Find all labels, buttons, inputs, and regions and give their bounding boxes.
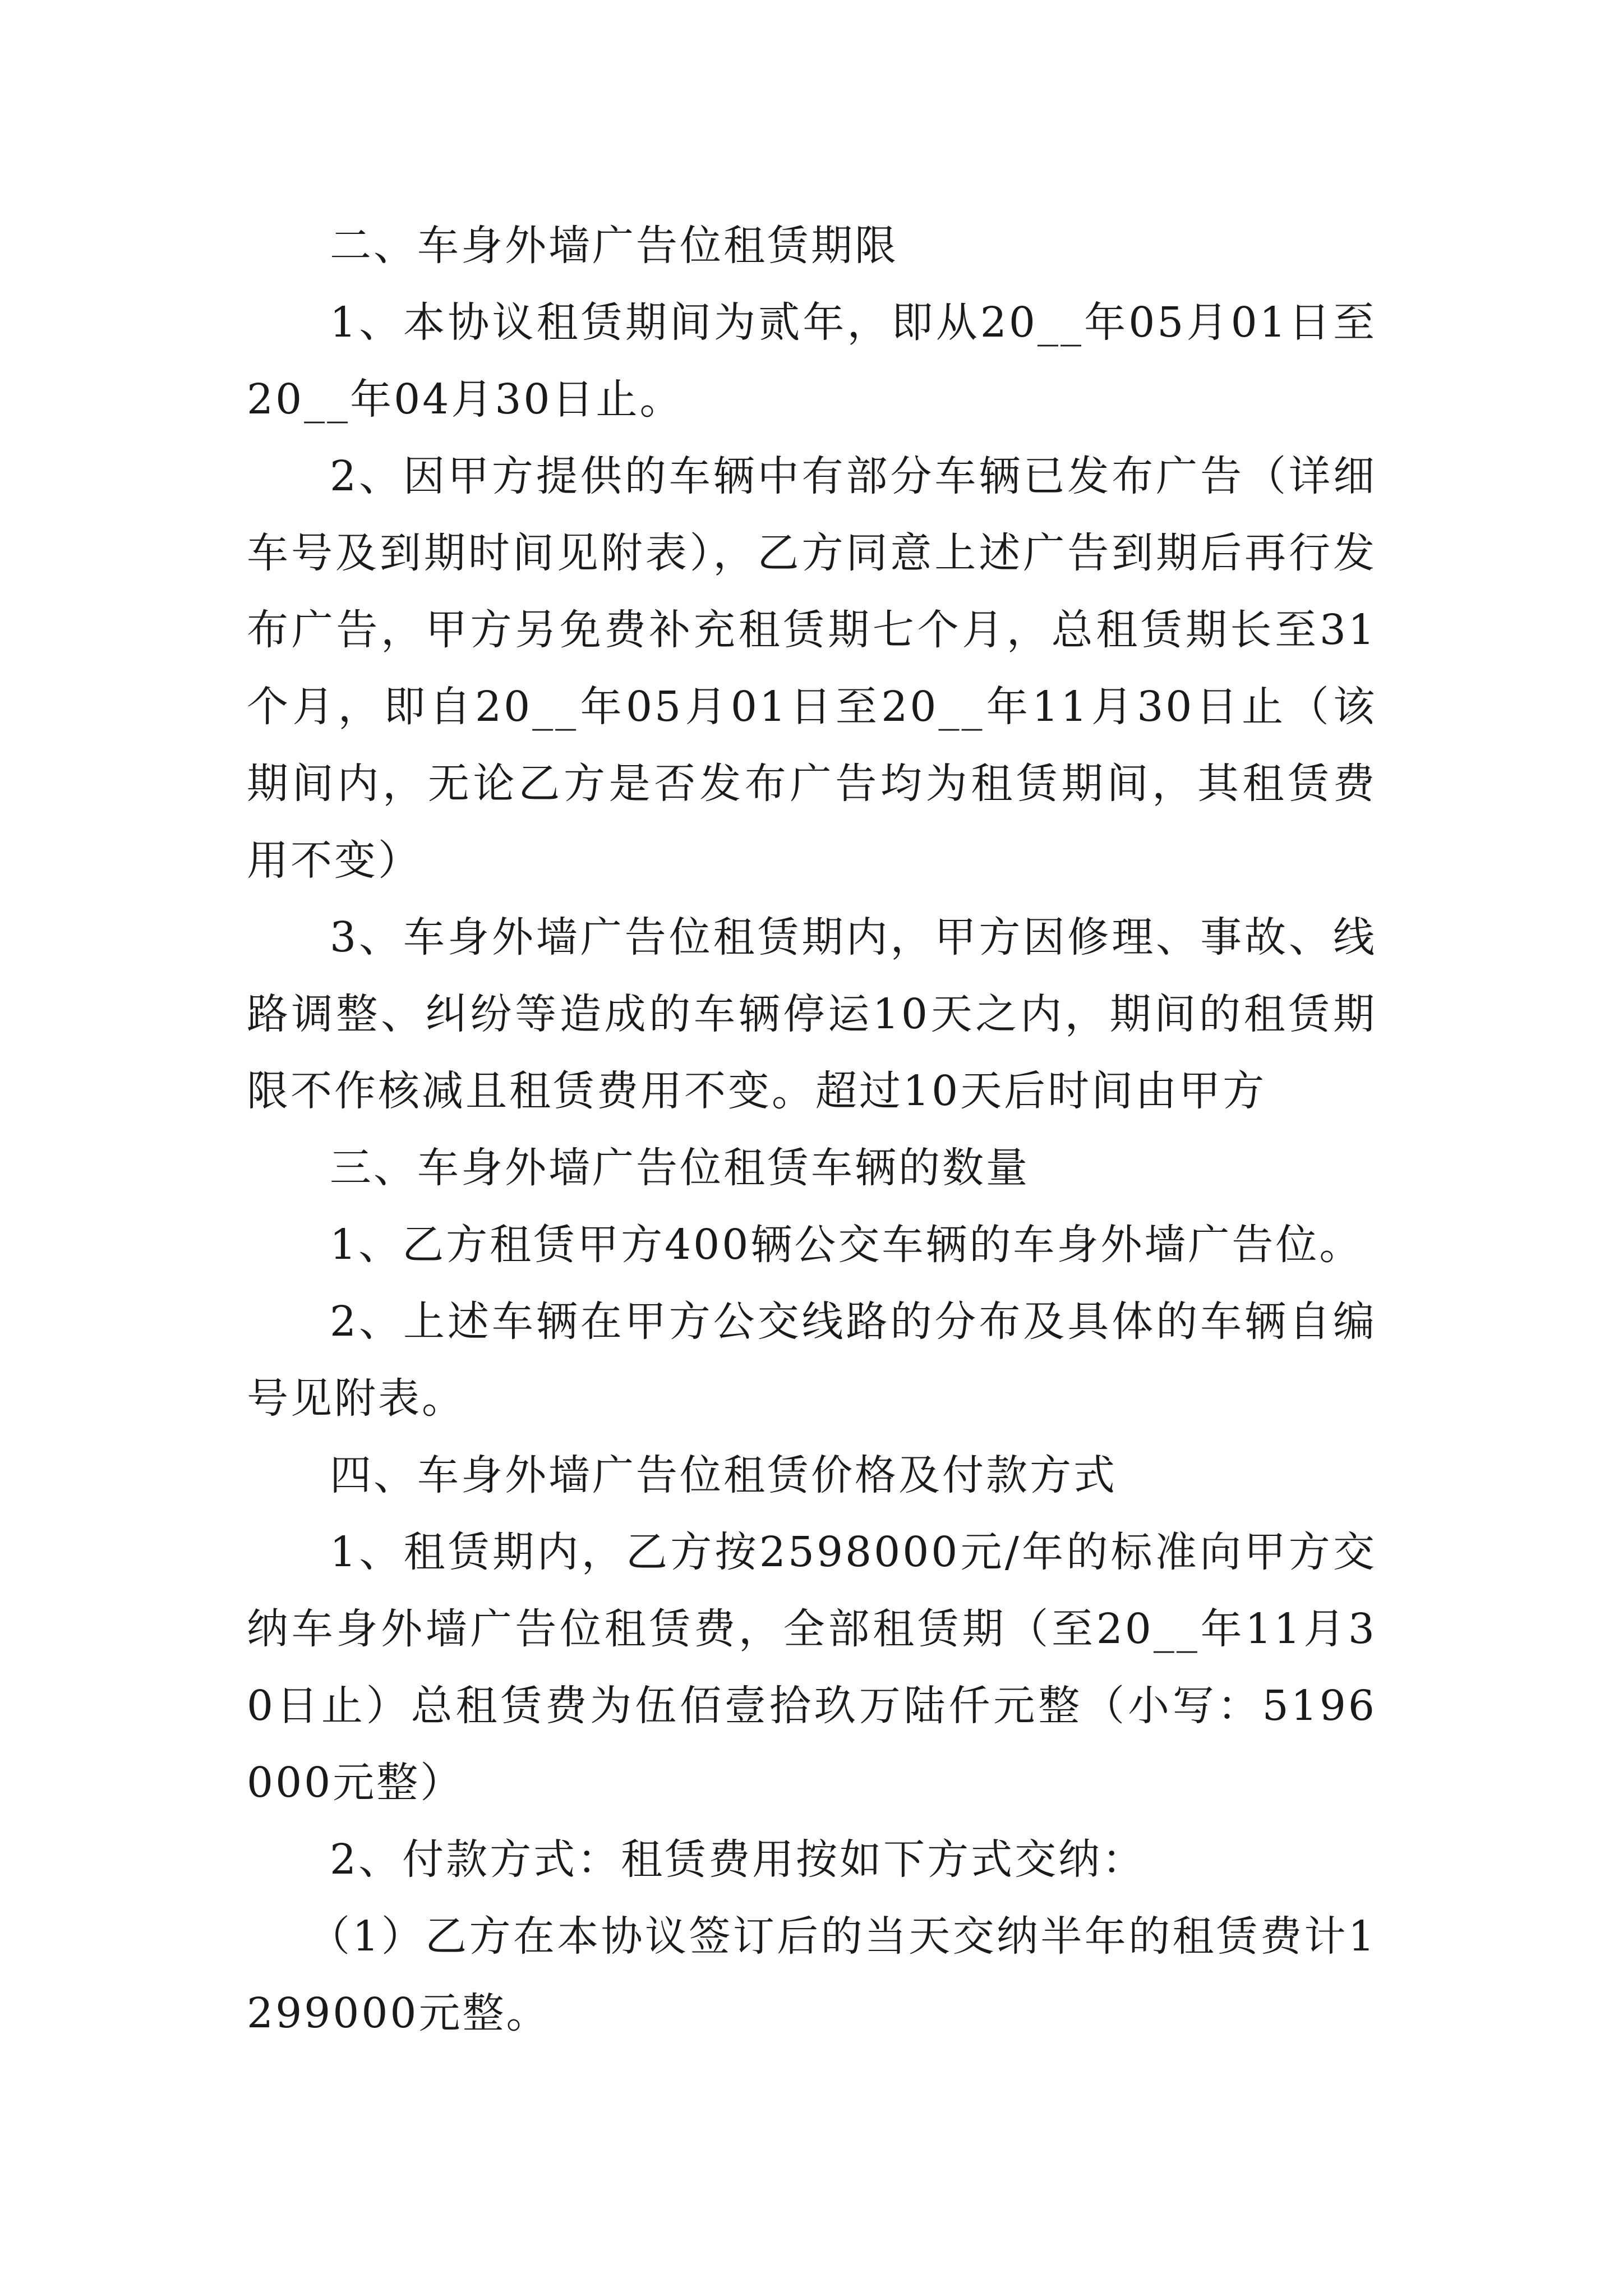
clause-vehicle-count: 1、乙方租赁甲方400辆公交车辆的车身外墙广告位。	[330, 1221, 1363, 1269]
clause-vehicle-distribution: 2、上述车辆在甲方公交线路的分布及具体的车辆自编号见附表。	[247, 1297, 1377, 1423]
section-heading-vehicle-count: 三、车身外墙广告位租赁车辆的数量	[330, 1144, 1030, 1192]
clause-first-payment: （1）乙方在本协议签订后的当天交纳半年的租赁费计1299000元整。	[247, 1912, 1377, 2037]
clause-free-extension: 2、因甲方提供的车辆中有部分车辆已发布广告（详细车号及到期时间见附表），乙方同意上述广告到期后再行发布广告，甲方另免费补充租赁期七个月，总租赁期长至31个月，即自20__年05月01日至20__年11月30日止（该期间内，无论乙方是否发布广告均为租赁期间，其租赁费用不变）	[247, 452, 1377, 885]
document-body	[247, 208, 1377, 2052]
section-heading-price-payment: 四、车身外墙广告位租赁价格及付款方式	[330, 1451, 1117, 1499]
clause-suspension: 3、车身外墙广告位租赁期内，甲方因修理、事故、线路调整、纠纷等造成的车辆停运10天之内，期间的租赁期限不作核减且租赁费用不变。超过10天后时间由甲方	[247, 913, 1377, 1115]
clause-lease-price: 1、租赁期内，乙方按2598000元/年的标准向甲方交纳车身外墙广告位租赁费，全部租赁期（至20__年11月30日止）总租赁费为伍佰壹拾玖万陆仟元整（小写：5196000元整）	[247, 1528, 1377, 1807]
section-heading-lease-term: 二、车身外墙广告位租赁期限	[330, 222, 898, 270]
clause-payment-method: 2、付款方式：租赁费用按如下方式交纳：	[330, 1835, 1146, 1884]
clause-lease-period: 1、本协议租赁期间为贰年，即从20__年05月01日至20__年04月30日止。	[247, 298, 1377, 424]
